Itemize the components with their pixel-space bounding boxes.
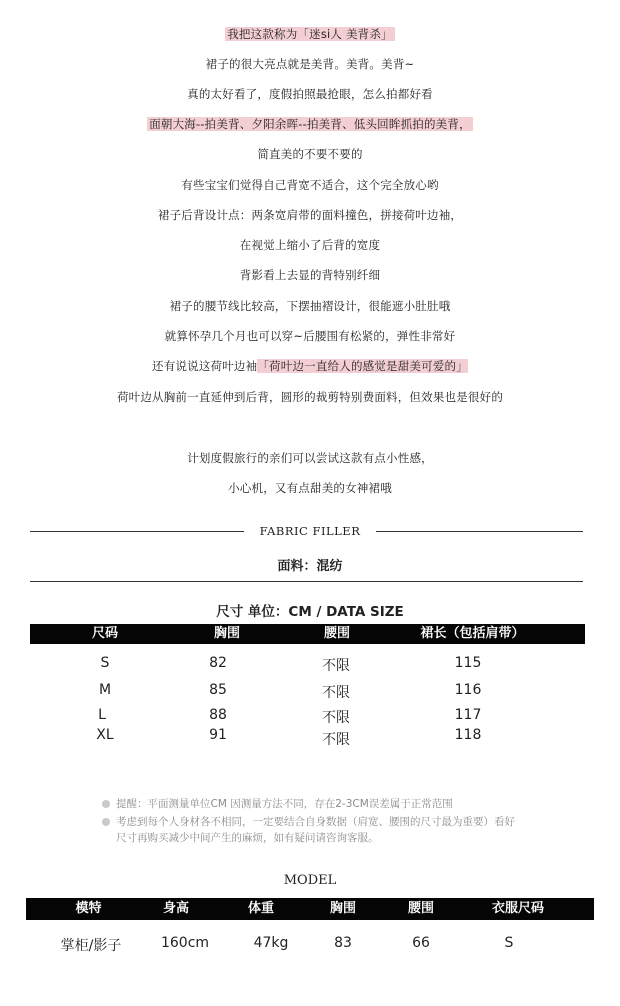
header-waist: 腰围 <box>323 626 350 641</box>
size-table-header <box>30 624 585 644</box>
table-cell: 117 <box>454 707 482 723</box>
model-title: MODEL <box>283 873 337 888</box>
table-cell: 160cm <box>160 935 210 951</box>
divider-bottom <box>30 581 583 582</box>
header-waist: 腰围 <box>407 901 434 916</box>
table-cell: 83 <box>334 935 352 951</box>
highlighted-text: 我把这款称为「迷si人 美背杀」 <box>227 27 393 41</box>
intro-line: 裙子的腰节线比较高，下摆抽褶设计，很能遮小肚肚哦 <box>169 299 451 313</box>
table-cell: 91 <box>209 727 227 743</box>
header-size: 尺码 <box>91 626 118 641</box>
intro-line: 简直美的不要不要的 <box>257 147 363 161</box>
note-item <box>100 796 520 812</box>
size-table-title: 尺寸 单位：CM / DATA SIZE <box>216 604 404 620</box>
bullet-dot-icon <box>102 818 110 826</box>
table-cell: 66 <box>412 935 430 951</box>
table-cell: 不限 <box>322 732 350 748</box>
intro-line: 裙子后背设计点：两条宽肩带的面料撞色，拼接荷叶边袖， <box>157 208 463 222</box>
fabric-value: 面料：混纺 <box>277 559 343 574</box>
table-cell: 不限 <box>322 710 350 726</box>
highlighted-text: 「荷叶边一直给人的感觉是甜美可爱的」 <box>257 359 468 373</box>
intro-line <box>0 116 620 132</box>
table-cell: 85 <box>209 682 227 698</box>
table-cell: 82 <box>209 655 227 671</box>
intro-line: 裙子的很大亮点就是美背。美背。美背~ <box>205 57 415 71</box>
header-height: 身高 <box>162 901 189 916</box>
header-garment-size: 衣服尺码 <box>491 901 544 916</box>
fabric-title: FABRIC FILLER <box>259 524 361 538</box>
table-cell: L <box>98 707 106 723</box>
intro-line: 就算怀孕几个月也可以穿~后腰围有松紧的，弹性非常好 <box>164 329 456 343</box>
intro-line: 真的太好看了，度假拍照最抢眼，怎么拍都好看 <box>187 87 433 101</box>
table-cell: 118 <box>454 727 482 743</box>
plain-text: 还有说说这荷叶边袖 <box>152 359 258 373</box>
table-cell: 115 <box>454 655 482 671</box>
note-text: 提醒：平面测量单位CM 因测量方法不同，存在2-3CM误差属于正常范围 <box>116 798 453 810</box>
table-cell: 47kg <box>253 935 289 951</box>
intro-line: 背影看上去显的背特别纤细 <box>239 268 381 282</box>
header-bust: 胸围 <box>213 626 240 641</box>
header-bust: 胸围 <box>329 901 356 916</box>
intro-line: 荷叶边从胸前一直延伸到后背，圆形的裁剪特别费面料，但效果也是很好的 <box>116 390 504 404</box>
intro-line: 在视觉上缩小了后背的宽度 <box>239 238 381 252</box>
note-item <box>100 814 520 846</box>
intro-line <box>0 26 620 42</box>
closing-line: 计划度假旅行的亲们可以尝试这款有点小性感， <box>187 451 433 465</box>
header-length: 裙长（包括肩带） <box>420 626 525 641</box>
table-cell: 不限 <box>322 658 350 674</box>
table-cell: XL <box>96 727 114 743</box>
table-cell: 不限 <box>322 685 350 701</box>
intro-line <box>0 358 620 374</box>
highlighted-text: 面朝大海--拍美背、夕阳余晖--拍美背、低头回眸抓拍的美背， <box>149 117 471 131</box>
table-cell: S <box>100 655 110 671</box>
closing-line: 小心机，又有点甜美的女神裙哦 <box>228 481 392 495</box>
table-cell: 116 <box>454 682 482 698</box>
header-weight: 体重 <box>247 901 274 916</box>
model-table-header <box>26 898 594 920</box>
note-text: 考虑到每个人身材各不相同，一定要结合自身数据（肩宽、腰围的尺寸最为重要）看好尺寸再购买减少中间产生的麻烦，如有疑问请咨询客服。 <box>116 816 515 844</box>
intro-line: 有些宝宝们觉得自己背宽不适合，这个完全放心哟 <box>181 178 439 192</box>
header-model: 模特 <box>75 901 102 916</box>
table-cell: 掌柜/影子 <box>60 938 122 954</box>
size-notes <box>100 796 520 846</box>
table-cell: S <box>504 935 514 951</box>
bullet-dot-icon <box>102 800 110 808</box>
table-cell: 88 <box>209 707 227 723</box>
table-cell: M <box>98 682 112 698</box>
